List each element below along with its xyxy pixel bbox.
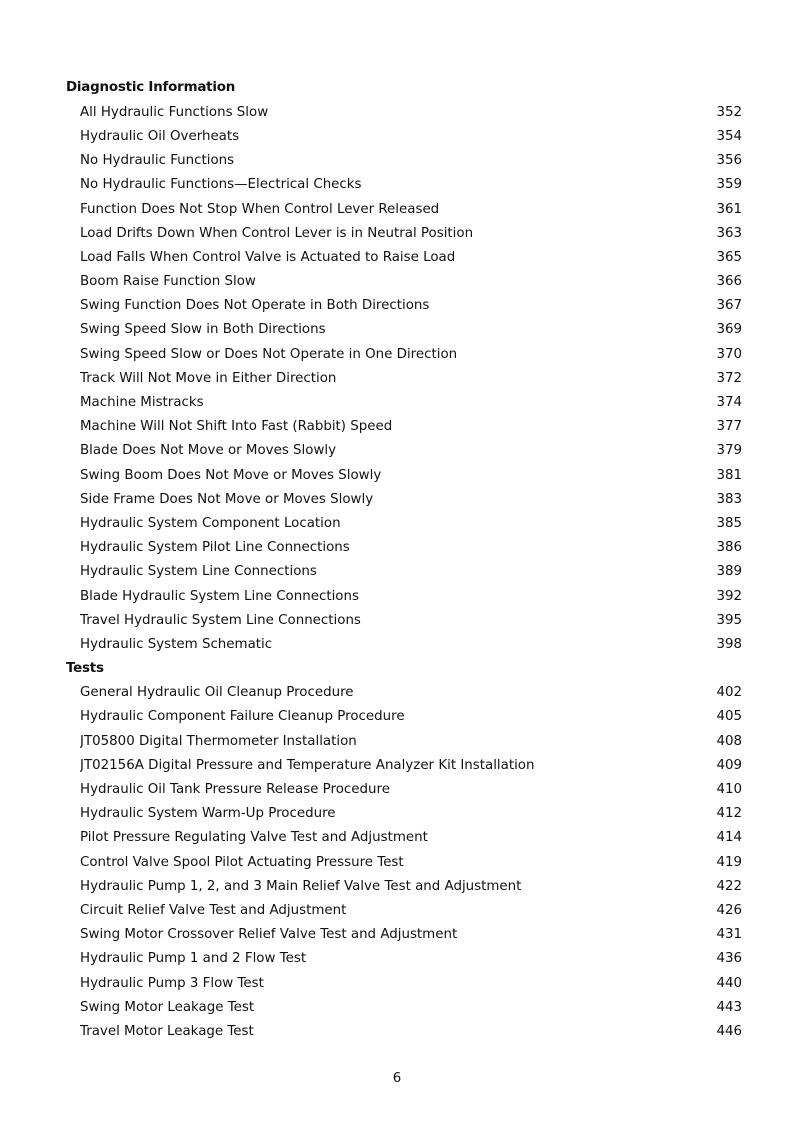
toc-entry-page: 419 [716, 854, 742, 870]
toc-entry-title: Blade Does Not Move or Moves Slowly [80, 443, 337, 459]
toc-entry[interactable] [66, 149, 742, 173]
toc-entry[interactable] [66, 802, 742, 826]
toc-entry-page: 392 [716, 588, 742, 604]
toc-entry-title: Machine Mistracks [80, 395, 204, 411]
toc-entry-title: Hydraulic Oil Tank Pressure Release Procedure [80, 782, 390, 798]
toc-entry[interactable] [66, 898, 742, 922]
toc-entry-page: 372 [716, 370, 742, 386]
section-heading-tests: Tests [66, 660, 104, 676]
toc-entry-title: Swing Speed Slow in Both Directions [80, 322, 326, 338]
toc-entry-page: 440 [716, 975, 742, 991]
toc-entry-title: No Hydraulic Functions—Electrical Checks [80, 177, 362, 193]
toc-entry-title: Hydraulic Pump 3 Flow Test [80, 975, 264, 991]
toc-entry-page: 352 [716, 104, 742, 120]
toc-entry-page: 385 [716, 515, 742, 531]
toc-entry[interactable] [66, 705, 742, 729]
toc-entry-page: 389 [716, 564, 742, 580]
toc-entry-title: Pilot Pressure Regulating Valve Test and Adjustment [80, 830, 428, 846]
toc-entry[interactable] [66, 390, 742, 414]
toc-entry-page: 359 [716, 177, 742, 193]
toc-entry-title: Swing Boom Does Not Move or Moves Slowly [80, 467, 382, 483]
toc-entry-title: Hydraulic System Pilot Line Connections [80, 540, 350, 556]
toc-entry[interactable] [66, 995, 742, 1019]
toc-entry-page: 409 [716, 757, 742, 773]
toc-entry[interactable] [66, 173, 742, 197]
toc-entry-title: General Hydraulic Oil Cleanup Procedure [80, 685, 354, 701]
toc-entry[interactable] [66, 826, 742, 850]
toc-entry-page: 414 [716, 830, 742, 846]
toc-entry[interactable] [66, 632, 742, 656]
toc-entry[interactable] [66, 536, 742, 560]
toc-entry-page: 365 [716, 249, 742, 265]
toc-entry-page: 363 [716, 225, 742, 241]
toc-entry[interactable] [66, 294, 742, 318]
toc-entry-page: 436 [716, 951, 742, 967]
toc-entry[interactable] [66, 318, 742, 342]
toc-entry-page: 422 [716, 878, 742, 894]
toc-entry[interactable] [66, 415, 742, 439]
table-of-contents [66, 76, 742, 1044]
toc-entry-title: Machine Will Not Shift Into Fast (Rabbit) Speed [80, 419, 393, 435]
toc-entry[interactable] [66, 681, 742, 705]
toc-entry-page: 367 [716, 298, 742, 314]
toc-entry[interactable] [66, 270, 742, 294]
toc-entry[interactable] [66, 100, 742, 124]
toc-entry-title: Travel Motor Leakage Test [80, 1023, 254, 1039]
toc-entry-title: No Hydraulic Functions [80, 153, 235, 169]
toc-entry[interactable] [66, 850, 742, 874]
toc-entry[interactable] [66, 463, 742, 487]
toc-entry-title: Travel Hydraulic System Line Connections [80, 612, 361, 628]
toc-entry-title: JT02156A Digital Pressure and Temperature Analyzer Kit Installation [80, 757, 535, 773]
toc-entry-title: Side Frame Does Not Move or Moves Slowly [80, 491, 374, 507]
toc-entry-title: JT05800 Digital Thermometer Installation [80, 733, 357, 749]
toc-entry-title: Hydraulic Pump 1 and 2 Flow Test [80, 951, 307, 967]
toc-entry-title: Hydraulic Component Failure Cleanup Procedure [80, 709, 405, 725]
toc-entry-page: 446 [716, 1023, 742, 1039]
toc-entry[interactable] [66, 245, 742, 269]
toc-entry-page: 369 [716, 322, 742, 338]
toc-entry-page: 431 [716, 927, 742, 943]
toc-entry[interactable] [66, 608, 742, 632]
toc-entry-page: 386 [716, 540, 742, 556]
toc-entry-page: 412 [716, 806, 742, 822]
toc-entry-title: Track Will Not Move in Either Direction [80, 370, 337, 386]
toc-entry-page: 402 [716, 685, 742, 701]
toc-entry-title: Hydraulic System Component Location [80, 515, 341, 531]
toc-entry-page: 354 [716, 128, 742, 144]
toc-entry[interactable] [66, 342, 742, 366]
toc-entry-title: Circuit Relief Valve Test and Adjustment [80, 902, 347, 918]
toc-entry[interactable] [66, 487, 742, 511]
toc-entry-page: 410 [716, 782, 742, 798]
toc-entry-title: Blade Hydraulic System Line Connections [80, 588, 359, 604]
toc-entry[interactable] [66, 753, 742, 777]
page-number: 6 [392, 1071, 402, 1086]
toc-entry-page: 395 [716, 612, 742, 628]
toc-entry-title: Swing Speed Slow or Does Not Operate in One Direction [80, 346, 458, 362]
toc-entry-page: 383 [716, 491, 742, 507]
toc-entry[interactable] [66, 511, 742, 535]
toc-entry-page: 366 [716, 274, 742, 290]
toc-entry-title: Control Valve Spool Pilot Actuating Pressure Test [80, 854, 404, 870]
toc-entry[interactable] [66, 221, 742, 245]
toc-entry-title: Hydraulic System Warm-Up Procedure [80, 806, 336, 822]
toc-entry-title: Swing Motor Leakage Test [80, 999, 255, 1015]
toc-entry-title: Hydraulic Pump 1, 2, and 3 Main Relief Valve Test and Adjustment [80, 878, 522, 894]
toc-entry-title: Load Drifts Down When Control Lever is in Neutral Position [80, 225, 474, 241]
toc-entry[interactable] [66, 560, 742, 584]
toc-entry-page: 370 [716, 346, 742, 362]
toc-entry[interactable] [66, 1019, 742, 1043]
toc-entry[interactable] [66, 777, 742, 801]
toc-entry-page: 356 [716, 153, 742, 169]
toc-entry[interactable] [66, 947, 742, 971]
toc-entry-title: Hydraulic Oil Overheats [80, 128, 240, 144]
toc-entry[interactable] [66, 874, 742, 898]
toc-entry-page: 379 [716, 443, 742, 459]
toc-entry[interactable] [66, 923, 742, 947]
toc-entry-page: 361 [716, 201, 742, 217]
toc-entry-page: 408 [716, 733, 742, 749]
toc-entry-page: 377 [716, 419, 742, 435]
toc-entry[interactable] [66, 197, 742, 221]
toc-entry[interactable] [66, 729, 742, 753]
toc-entry-title: Boom Raise Function Slow [80, 274, 256, 290]
toc-entry-page: 426 [716, 902, 742, 918]
toc-entry-page: 374 [716, 395, 742, 411]
toc-entry-page: 398 [716, 636, 742, 652]
toc-entry[interactable] [66, 124, 742, 148]
toc-entry-title: Swing Function Does Not Operate in Both Directions [80, 298, 430, 314]
toc-entry-page: 405 [716, 709, 742, 725]
toc-entry[interactable] [66, 366, 742, 390]
toc-entry-title: Hydraulic System Schematic [80, 636, 273, 652]
toc-entry-title: Function Does Not Stop When Control Lever Released [80, 201, 440, 217]
section-heading-diagnostic-information: Diagnostic Information [66, 80, 236, 95]
toc-entry[interactable] [66, 971, 742, 995]
toc-entry-title: Swing Motor Crossover Relief Valve Test and Adjustment [80, 927, 458, 943]
toc-entry-title: Hydraulic System Line Connections [80, 564, 317, 580]
toc-entry[interactable] [66, 439, 742, 463]
toc-entry[interactable] [66, 584, 742, 608]
toc-entry-title: Load Falls When Control Valve is Actuated to Raise Load [80, 249, 456, 265]
toc-entry-page: 443 [716, 999, 742, 1015]
toc-entry-page: 381 [716, 467, 742, 483]
toc-entry-title: All Hydraulic Functions Slow [80, 104, 269, 120]
